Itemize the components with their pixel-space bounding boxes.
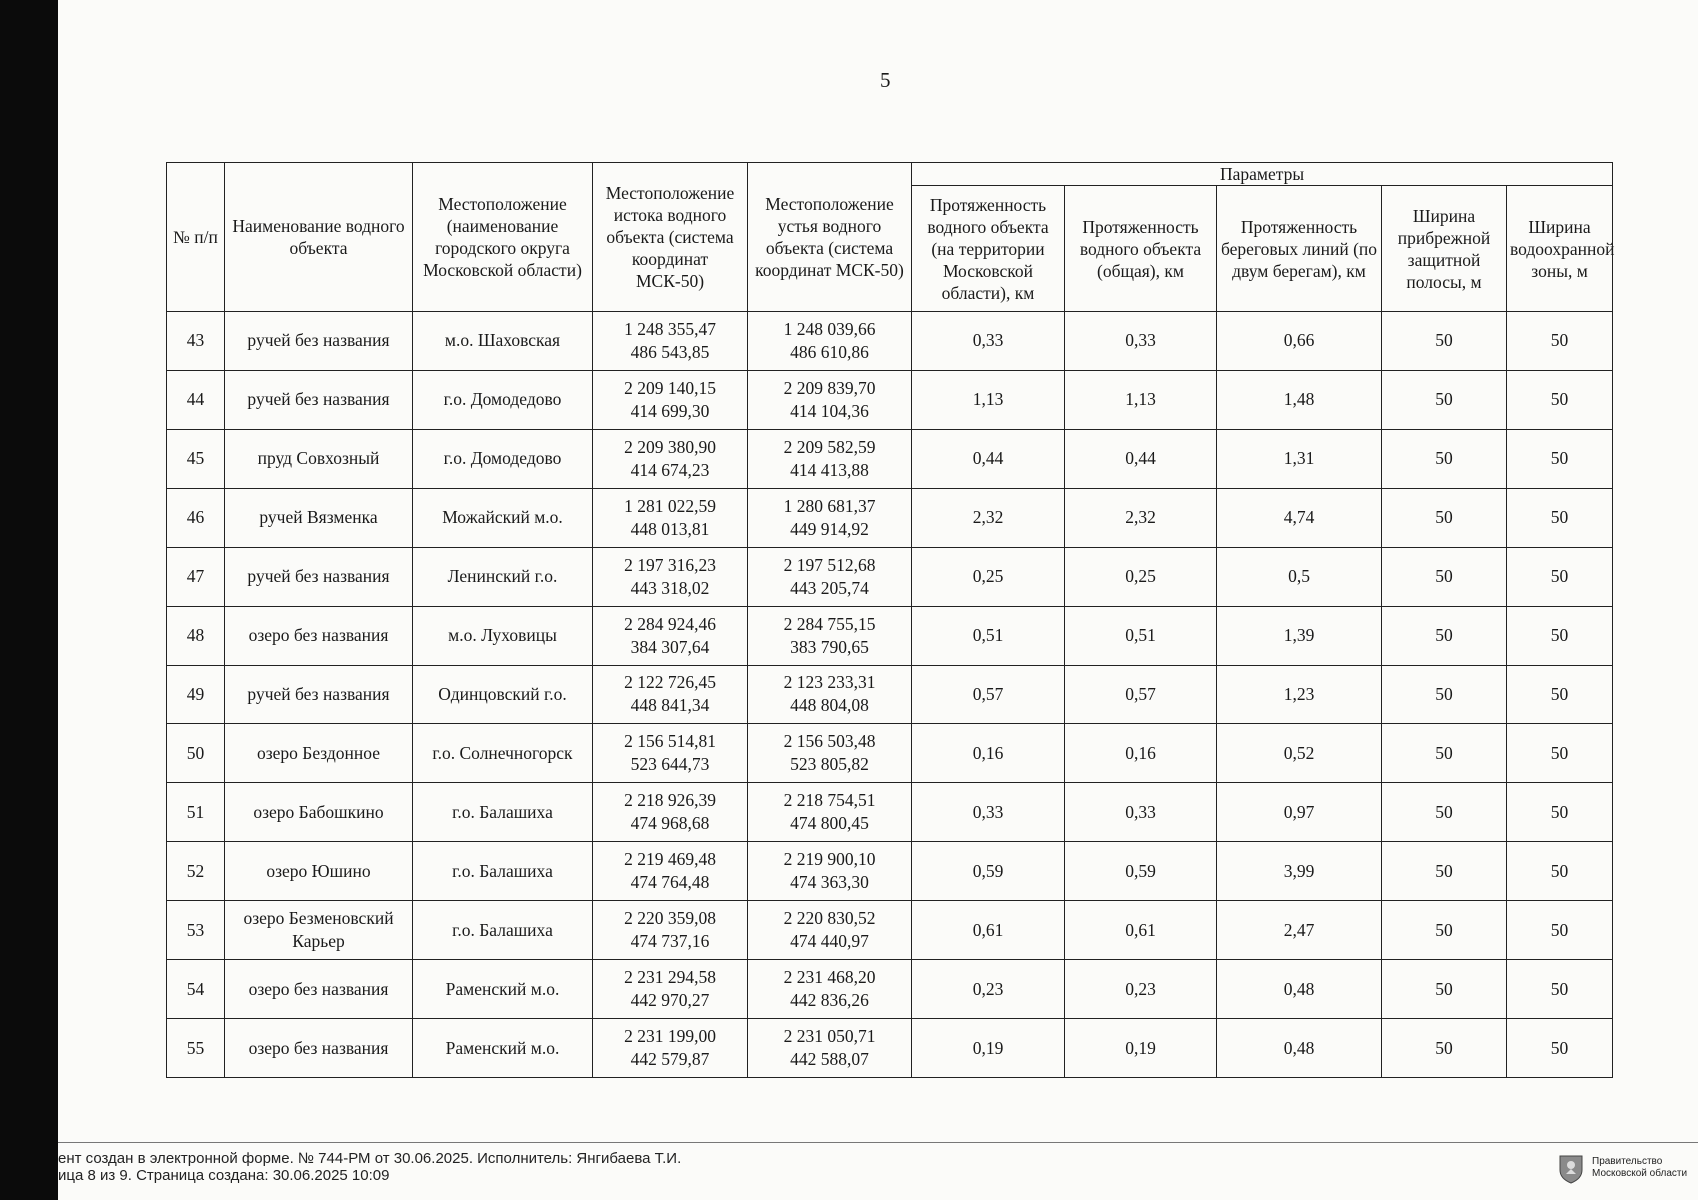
source-coordinates-line-2: 414 699,30 (630, 400, 710, 421)
mouth-coordinates-line-1: 2 197 512,68 (783, 554, 876, 575)
mouth-coordinates-line-2: 443 205,74 (790, 577, 869, 598)
table-row (167, 901, 1613, 960)
length-total: 0,44 (1065, 429, 1217, 488)
length-region: 0,25 (912, 547, 1065, 606)
coastal-strip-width: 50 (1382, 547, 1507, 606)
mouth-coordinates (748, 606, 912, 665)
shore-length: 0,52 (1217, 724, 1382, 783)
location: г.о. Солнечногорск (413, 724, 593, 783)
water-object-name: озеро Юшино (225, 842, 413, 901)
length-region: 2,32 (912, 488, 1065, 547)
location: м.о. Шаховская (413, 312, 593, 371)
header-length-region: Протяженность водного объекта (на территории Московской области), км (912, 186, 1065, 312)
header-coastal-strip: Ширина прибрежной защитной полосы, м (1382, 186, 1507, 312)
source-coordinates-line-1: 2 220 359,08 (624, 908, 716, 929)
mouth-coordinates (748, 429, 912, 488)
location: г.о. Домодедово (413, 370, 593, 429)
length-region: 0,33 (912, 312, 1065, 371)
length-region: 0,59 (912, 842, 1065, 901)
row-num: 52 (167, 842, 225, 901)
coat-of-arms-icon (1558, 1154, 1584, 1184)
source-coordinates-line-2: 474 737,16 (630, 931, 710, 952)
header-params: Параметры (912, 163, 1613, 186)
footer-line-1: ент создан в электронной форме. № 744-РМ от 30.06.2025. Исполнитель: Янгибаева Т.И. (58, 1150, 682, 1167)
mouth-coordinates (748, 901, 912, 960)
length-total: 0,33 (1065, 312, 1217, 371)
water-object-name: озеро без названия (225, 606, 413, 665)
source-coordinates-line-2: 448 013,81 (630, 518, 710, 539)
table-row (167, 488, 1613, 547)
mouth-coordinates (748, 547, 912, 606)
length-region: 0,51 (912, 606, 1065, 665)
source-coordinates-line-2: 442 970,27 (630, 990, 710, 1011)
mouth-coordinates-line-1: 2 209 839,70 (783, 377, 876, 398)
mouth-coordinates-line-1: 2 284 755,15 (783, 613, 876, 634)
water-object-name: пруд Совхозный (225, 429, 413, 488)
coastal-strip-width: 50 (1382, 901, 1507, 960)
water-object-name: ручей без названия (225, 665, 413, 724)
source-coordinates (593, 488, 748, 547)
mouth-coordinates-line-2: 414 104,36 (790, 400, 869, 421)
length-total: 0,19 (1065, 1019, 1217, 1078)
mouth-coordinates-line-1: 1 280 681,37 (783, 495, 876, 516)
mouth-coordinates (748, 665, 912, 724)
mouth-coordinates-line-2: 449 914,92 (790, 518, 869, 539)
document-footer (58, 1150, 681, 1184)
shore-length: 0,66 (1217, 312, 1382, 371)
coastal-strip-width: 50 (1382, 665, 1507, 724)
coastal-strip-width: 50 (1382, 312, 1507, 371)
water-object-name: ручей без названия (225, 370, 413, 429)
mouth-coordinates (748, 488, 912, 547)
location: Раменский м.о. (413, 1019, 593, 1078)
source-coordinates-line-1: 2 231 199,00 (624, 1026, 716, 1047)
shore-length: 0,5 (1217, 547, 1382, 606)
mouth-coordinates (748, 1019, 912, 1078)
source-coordinates (593, 842, 748, 901)
source-coordinates-line-1: 1 281 022,59 (624, 495, 716, 516)
location: м.о. Луховицы (413, 606, 593, 665)
header-name: Наименование водного объекта (225, 163, 413, 312)
source-coordinates-line-2: 443 318,02 (630, 577, 710, 598)
row-num: 49 (167, 665, 225, 724)
footer-line-2: ица 8 из 9. Страница создана: 30.06.2025 10:09 (58, 1167, 390, 1184)
protection-zone-width: 50 (1507, 606, 1613, 665)
water-object-name: озеро Бездонное (225, 724, 413, 783)
mouth-coordinates-line-1: 2 231 050,71 (783, 1026, 876, 1047)
mouth-coordinates (748, 842, 912, 901)
shore-length: 3,99 (1217, 842, 1382, 901)
header-mouth: Местоположение устья водного объекта (система координат МСК-50) (748, 163, 912, 312)
length-total: 2,32 (1065, 488, 1217, 547)
mouth-coordinates-line-2: 442 588,07 (790, 1049, 869, 1070)
header-num: № п/п (167, 163, 225, 312)
mouth-coordinates-line-1: 2 209 582,59 (783, 436, 876, 457)
source-coordinates (593, 429, 748, 488)
source-coordinates (593, 1019, 748, 1078)
protection-zone-width: 50 (1507, 1019, 1613, 1078)
row-num: 54 (167, 960, 225, 1019)
table-row (167, 724, 1613, 783)
source-coordinates (593, 606, 748, 665)
row-num: 51 (167, 783, 225, 842)
header-length-total: Протяженность водного объекта (общая), км (1065, 186, 1217, 312)
length-region: 0,33 (912, 783, 1065, 842)
organization-line-2: Московской области (1592, 1168, 1688, 1179)
length-region: 0,19 (912, 1019, 1065, 1078)
shore-length: 1,23 (1217, 665, 1382, 724)
table-row (167, 606, 1613, 665)
row-num: 45 (167, 429, 225, 488)
coastal-strip-width: 50 (1382, 842, 1507, 901)
source-coordinates (593, 960, 748, 1019)
row-num: 48 (167, 606, 225, 665)
protection-zone-width: 50 (1507, 665, 1613, 724)
location: Одинцовский г.о. (413, 665, 593, 724)
length-total: 0,59 (1065, 842, 1217, 901)
water-objects-table (166, 162, 1613, 1078)
shore-length: 0,48 (1217, 1019, 1382, 1078)
location: г.о. Балашиха (413, 901, 593, 960)
row-num: 50 (167, 724, 225, 783)
water-object-name: ручей без названия (225, 547, 413, 606)
protection-zone-width: 50 (1507, 547, 1613, 606)
coastal-strip-width: 50 (1382, 429, 1507, 488)
protection-zone-width: 50 (1507, 783, 1613, 842)
length-total: 0,25 (1065, 547, 1217, 606)
header-shore-length: Протяженность береговых линий (по двум берегам), км (1217, 186, 1382, 312)
source-coordinates (593, 783, 748, 842)
header-location: Местоположение (наименование городского округа Московской области) (413, 163, 593, 312)
location: г.о. Балашиха (413, 842, 593, 901)
source-coordinates-line-1: 2 218 926,39 (624, 790, 716, 811)
shore-length: 1,39 (1217, 606, 1382, 665)
coastal-strip-width: 50 (1382, 488, 1507, 547)
protection-zone-width: 50 (1507, 488, 1613, 547)
mouth-coordinates (748, 370, 912, 429)
table-row (167, 1019, 1613, 1078)
mouth-coordinates-line-2: 383 790,65 (790, 636, 869, 657)
length-region: 0,61 (912, 901, 1065, 960)
water-object-name: озеро без названия (225, 1019, 413, 1078)
source-coordinates (593, 312, 748, 371)
protection-zone-width: 50 (1507, 724, 1613, 783)
mouth-coordinates (748, 960, 912, 1019)
row-num: 47 (167, 547, 225, 606)
table-row (167, 842, 1613, 901)
source-coordinates-line-1: 1 248 355,47 (624, 318, 716, 339)
source-coordinates-line-1: 2 209 140,15 (624, 377, 716, 398)
header-protection-zone: Ширина водоохранной зоны, м (1507, 186, 1613, 312)
length-total: 0,57 (1065, 665, 1217, 724)
location: Ленинский г.о. (413, 547, 593, 606)
location: Можайский м.о. (413, 488, 593, 547)
shore-length: 1,48 (1217, 370, 1382, 429)
mouth-coordinates-line-1: 2 219 900,10 (783, 849, 876, 870)
length-total: 0,51 (1065, 606, 1217, 665)
water-object-name: ручей Вязменка (225, 488, 413, 547)
row-num: 55 (167, 1019, 225, 1078)
table-row (167, 960, 1613, 1019)
shore-length: 0,97 (1217, 783, 1382, 842)
length-total: 1,13 (1065, 370, 1217, 429)
mouth-coordinates-line-1: 2 156 503,48 (783, 731, 876, 752)
water-object-name: озеро без названия (225, 960, 413, 1019)
length-total: 0,16 (1065, 724, 1217, 783)
source-coordinates-line-1: 2 284 924,46 (624, 613, 716, 634)
protection-zone-width: 50 (1507, 842, 1613, 901)
row-num: 43 (167, 312, 225, 371)
footer-divider (58, 1142, 1698, 1143)
source-coordinates-line-2: 442 579,87 (630, 1049, 710, 1070)
source-coordinates-line-1: 2 231 294,58 (624, 967, 716, 988)
shore-length: 1,31 (1217, 429, 1382, 488)
mouth-coordinates-line-2: 448 804,08 (790, 695, 869, 716)
source-coordinates-line-1: 2 122 726,45 (624, 672, 716, 693)
source-coordinates-line-2: 384 307,64 (630, 636, 710, 657)
row-num: 44 (167, 370, 225, 429)
source-coordinates-line-1: 2 156 514,81 (624, 731, 716, 752)
mouth-coordinates-line-2: 474 440,97 (790, 931, 869, 952)
location: Раменский м.о. (413, 960, 593, 1019)
coastal-strip-width: 50 (1382, 783, 1507, 842)
table-row (167, 547, 1613, 606)
location: г.о. Домодедово (413, 429, 593, 488)
protection-zone-width: 50 (1507, 901, 1613, 960)
source-coordinates (593, 547, 748, 606)
length-region: 1,13 (912, 370, 1065, 429)
shore-length: 0,48 (1217, 960, 1382, 1019)
location: г.о. Балашиха (413, 783, 593, 842)
mouth-coordinates-line-2: 442 836,26 (790, 990, 869, 1011)
length-region: 0,44 (912, 429, 1065, 488)
length-region: 0,16 (912, 724, 1065, 783)
row-num: 53 (167, 901, 225, 960)
mouth-coordinates-line-1: 2 231 468,20 (783, 967, 876, 988)
protection-zone-width: 50 (1507, 312, 1613, 371)
source-coordinates (593, 370, 748, 429)
table-row (167, 665, 1613, 724)
page-number: 5 (880, 68, 891, 92)
length-total: 0,33 (1065, 783, 1217, 842)
coastal-strip-width: 50 (1382, 1019, 1507, 1078)
source-coordinates-line-1: 2 197 316,23 (624, 554, 716, 575)
source-coordinates (593, 665, 748, 724)
header-source: Местоположение истока водного объекта (система координат МСК-50) (593, 163, 748, 312)
mouth-coordinates-line-1: 2 218 754,51 (783, 790, 876, 811)
source-coordinates-line-2: 474 968,68 (630, 813, 710, 834)
table-row (167, 783, 1613, 842)
source-coordinates-line-2: 448 841,34 (630, 695, 710, 716)
source-coordinates-line-2: 414 674,23 (630, 459, 710, 480)
table-row (167, 312, 1613, 371)
mouth-coordinates-line-1: 2 220 830,52 (783, 908, 876, 929)
mouth-coordinates-line-2: 486 610,86 (790, 341, 869, 362)
length-region: 0,23 (912, 960, 1065, 1019)
organization-label (1592, 1156, 1687, 1180)
source-coordinates-line-1: 2 219 469,48 (624, 849, 716, 870)
shore-length: 4,74 (1217, 488, 1382, 547)
mouth-coordinates-line-2: 474 363,30 (790, 872, 869, 893)
source-coordinates (593, 724, 748, 783)
mouth-coordinates (748, 724, 912, 783)
table-row (167, 370, 1613, 429)
mouth-coordinates-line-1: 1 248 039,66 (783, 318, 876, 339)
source-coordinates-line-1: 2 209 380,90 (624, 436, 716, 457)
coastal-strip-width: 50 (1382, 370, 1507, 429)
coastal-strip-width: 50 (1382, 606, 1507, 665)
mouth-coordinates-line-2: 523 805,82 (790, 754, 869, 775)
organization-line-1: Правительство (1592, 1156, 1663, 1167)
protection-zone-width: 50 (1507, 960, 1613, 1019)
mouth-coordinates (748, 312, 912, 371)
length-total: 0,23 (1065, 960, 1217, 1019)
length-region: 0,57 (912, 665, 1065, 724)
table-row (167, 429, 1613, 488)
source-coordinates-line-2: 486 543,85 (630, 341, 710, 362)
water-object-name: ручей без названия (225, 312, 413, 371)
mouth-coordinates-line-1: 2 123 233,31 (783, 672, 876, 693)
source-coordinates (593, 901, 748, 960)
protection-zone-width: 50 (1507, 429, 1613, 488)
coastal-strip-width: 50 (1382, 960, 1507, 1019)
mouth-coordinates-line-2: 414 413,88 (790, 459, 869, 480)
water-object-name: озеро Безменовский Карьер (225, 901, 413, 960)
source-coordinates-line-2: 474 764,48 (630, 872, 710, 893)
row-num: 46 (167, 488, 225, 547)
coastal-strip-width: 50 (1382, 724, 1507, 783)
source-coordinates-line-2: 523 644,73 (630, 754, 710, 775)
length-total: 0,61 (1065, 901, 1217, 960)
mouth-coordinates-line-2: 474 800,45 (790, 813, 869, 834)
shore-length: 2,47 (1217, 901, 1382, 960)
scan-edge (0, 0, 58, 1200)
protection-zone-width: 50 (1507, 370, 1613, 429)
water-object-name: озеро Бабошкино (225, 783, 413, 842)
mouth-coordinates (748, 783, 912, 842)
